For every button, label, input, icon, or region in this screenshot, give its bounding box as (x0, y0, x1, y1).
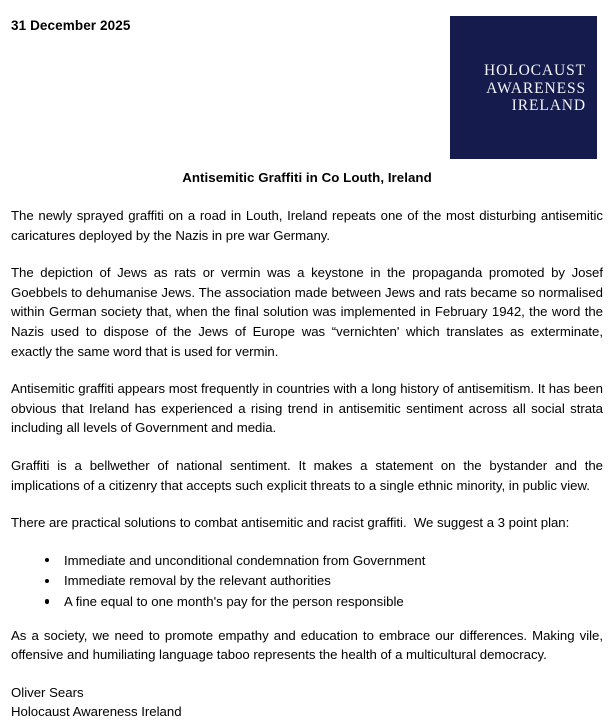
paragraph-intro: The newly sprayed graffiti on a road in Louth, Ireland repeats one of the most disturbing antisemitic caricatures deployed by the Nazis in pre war Germany. (11, 208, 607, 243)
list-item (11, 551, 603, 571)
paragraph-bellwether: Graffiti is a bellwether of national sentiment. It makes a statement on the bystander and the implications of a citizenry that accepts such explicit threats to a single ethnic minority, in public view. (11, 457, 607, 493)
holocaust-awareness-ireland-logo (450, 16, 597, 159)
signature-name: Oliver Sears (11, 684, 84, 700)
list-item (11, 571, 603, 591)
paragraph-nazi-propaganda: The depiction of Jews as rats or vermin was a keystone in the propaganda promoted by Josef Goebbels to dehumanise Jews. The association made between Jews and rats became so normalised within German society that, when the final solution was implemented in February 1942, the word the Nazis used to dispose of the Jews of Europe was “vernichten' which translates as exterminate, exactly the same word that is used for vermin. (11, 265, 607, 359)
logo-line-holocaust: HOLOCAUST (484, 62, 586, 79)
bullet-icon (45, 579, 49, 583)
list-item-label: A fine equal to one month's pay for the person responsible (64, 593, 404, 609)
logo-text-block (484, 62, 586, 115)
document-body (11, 206, 607, 722)
signature-organisation: Holocaust Awareness Ireland (11, 704, 182, 720)
paragraph-conclusion: As a society, we need to promote empathy and education to embrace our differences. Making vile, offensive and humiliating language taboo represents the health of a multicultural democracy. (11, 627, 607, 663)
paragraph-antisemitism-trend: Antisemitic graffiti appears most frequently in countries with a long history of antisemitism. It has been obvious that Ireland has experienced a rising trend in antisemitic sentiment across all social strata including all levels of Government and media. (11, 381, 607, 436)
paragraph-solutions-intro: There are practical solutions to combat antisemitic and racist graffiti. We suggest a 3 point plan: (11, 515, 570, 531)
list-item-label: Immediate removal by the relevant authorities (64, 573, 331, 589)
list-item-label: Immediate and unconditional condemnation from Government (64, 552, 426, 568)
logo-line-ireland: IRELAND (511, 97, 586, 114)
page-title: Antisemitic Graffiti in Co Louth, Ireland (182, 170, 432, 185)
document-date: 31 December 2025 (11, 18, 131, 33)
document-header (0, 0, 614, 160)
three-point-plan-list (11, 551, 603, 612)
bullet-icon (45, 558, 49, 562)
list-item (11, 592, 603, 612)
logo-line-awareness: AWARENESS (486, 79, 586, 97)
bullet-icon (45, 599, 49, 603)
